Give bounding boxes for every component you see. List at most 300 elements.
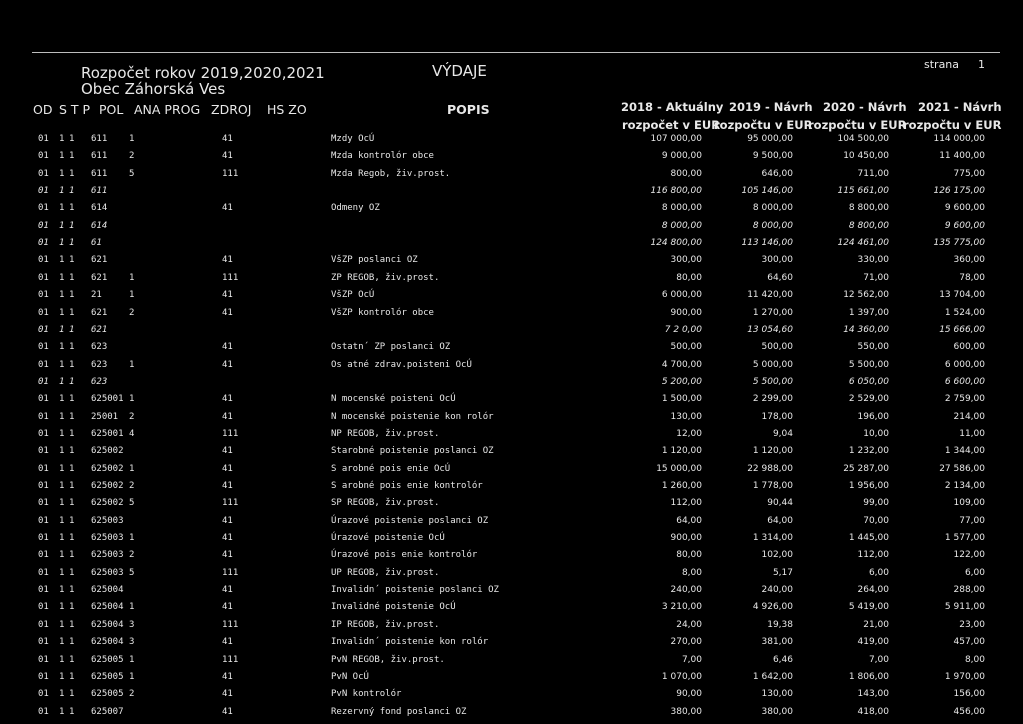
- cell-s: 1: [59, 706, 65, 717]
- table-row: [0, 273, 1023, 289]
- table-row: [0, 689, 1023, 705]
- cell-desc: Úrazové pois enie kontrolór: [331, 550, 478, 561]
- cell-s: 1: [59, 134, 65, 144]
- cell-v2019: 64,00: [767, 515, 793, 526]
- table-row: [0, 620, 1023, 636]
- cell-v2019: 105 146,00: [741, 186, 793, 197]
- cell-zdroj: 41: [222, 290, 233, 301]
- cell-zdroj: 41: [222, 394, 233, 405]
- cell-v2018: 90,00: [676, 689, 702, 700]
- cell-pol: 625005: [91, 654, 124, 665]
- cell-pol: 625001: [91, 394, 124, 405]
- col-header-od: OD: [33, 102, 53, 117]
- cell-s: 1: [59, 255, 65, 266]
- cell-v2019: 2 299,00: [752, 394, 793, 405]
- cell-v2020: 6 050,00: [848, 376, 889, 387]
- cell-desc: VšZP OcÚ: [331, 290, 375, 301]
- cell-s: 1: [59, 463, 65, 474]
- cell-v2018: 112,00: [670, 498, 702, 509]
- cell-v2018: 130,00: [670, 411, 702, 422]
- cell-v2018: 1 500,00: [661, 394, 702, 405]
- cell-desc: Mzda Regob, živ.prost.: [331, 168, 451, 179]
- cell-v2021: 600,00: [953, 342, 985, 353]
- cell-v2018: 1 070,00: [661, 671, 702, 682]
- cell-od: 01: [38, 255, 49, 266]
- cell-ana: 1: [129, 671, 135, 682]
- cell-od: 01: [38, 446, 49, 457]
- cell-desc: S arobné pois enie kontrolór: [331, 481, 483, 491]
- table-row: [0, 394, 1023, 410]
- cell-pol: 625007: [91, 706, 124, 717]
- cell-v2018: 1 120,00: [661, 446, 702, 457]
- cell-od: 01: [38, 272, 49, 283]
- col-header-popis: POPIS: [447, 102, 490, 117]
- cell-v2021: 9 600,00: [944, 220, 985, 231]
- cell-t: 1: [69, 671, 75, 682]
- cell-v2019: 1 642,00: [752, 671, 793, 682]
- cell-v2020: 99,00: [863, 498, 889, 509]
- cell-od: 01: [38, 463, 49, 474]
- table-row: [0, 672, 1023, 688]
- cell-od: 01: [38, 168, 49, 179]
- cell-desc: N mocenské poisteni OcÚ: [331, 394, 456, 405]
- cell-v2019: 95 000,00: [747, 134, 793, 144]
- cell-v2019: 8 000,00: [752, 220, 793, 231]
- cell-v2021: 457,00: [953, 637, 985, 648]
- table-row: [0, 342, 1023, 358]
- cell-v2019: 19,38: [767, 619, 793, 630]
- page-number: 1: [978, 58, 985, 71]
- cell-t: 1: [69, 533, 75, 544]
- col-header-2020-line2: rozpočtu v EUR: [808, 118, 907, 132]
- cell-v2018: 1 260,00: [661, 481, 702, 491]
- cell-v2018: 124 800,00: [650, 238, 702, 249]
- cell-v2018: 240,00: [670, 585, 702, 596]
- cell-v2019: 240,00: [761, 585, 793, 596]
- cell-zdroj: 41: [222, 307, 233, 318]
- cell-ana: 1: [129, 463, 135, 474]
- cell-v2021: 1 524,00: [944, 307, 985, 318]
- cell-v2020: 8 800,00: [848, 220, 889, 231]
- cell-zdroj: 41: [222, 533, 233, 544]
- cell-desc: Invalidn´ poistenie poslanci OZ: [331, 585, 499, 596]
- cell-ana: 1: [129, 290, 135, 301]
- cell-desc: VšZP poslanci OZ: [331, 255, 418, 266]
- cell-v2019: 1 120,00: [752, 446, 793, 457]
- cell-v2018: 380,00: [670, 706, 702, 717]
- cell-t: 1: [69, 238, 75, 249]
- cell-v2020: 418,00: [857, 706, 889, 717]
- cell-od: 01: [38, 342, 49, 353]
- cell-s: 1: [59, 654, 65, 665]
- cell-v2021: 8,00: [964, 654, 985, 665]
- cell-ana: 1: [129, 602, 135, 613]
- cell-v2018: 107 000,00: [650, 134, 702, 144]
- cell-s: 1: [59, 342, 65, 353]
- cell-ana: 1: [129, 654, 135, 665]
- cell-v2020: 550,00: [857, 342, 889, 353]
- cell-v2020: 1 806,00: [848, 671, 889, 682]
- table-row: [0, 637, 1023, 653]
- cell-v2018: 800,00: [670, 168, 702, 179]
- cell-t: 1: [69, 151, 75, 162]
- cell-t: 1: [69, 220, 75, 231]
- cell-desc: ZP REGOB, živ.prost.: [331, 272, 440, 283]
- cell-zdroj: 41: [222, 585, 233, 596]
- cell-v2018: 500,00: [670, 342, 702, 353]
- cell-t: 1: [69, 411, 75, 422]
- cell-od: 01: [38, 498, 49, 509]
- table-row: [0, 602, 1023, 618]
- cell-s: 1: [59, 307, 65, 318]
- cell-v2019: 300,00: [761, 255, 793, 266]
- cell-t: 1: [69, 376, 75, 387]
- cell-t: 1: [69, 654, 75, 665]
- cell-t: 1: [69, 515, 75, 526]
- table-row: [0, 412, 1023, 428]
- cell-pol: 623: [91, 342, 108, 353]
- cell-od: 01: [38, 359, 49, 370]
- cell-t: 1: [69, 168, 75, 179]
- cell-s: 1: [59, 550, 65, 561]
- cell-v2019: 8 000,00: [752, 203, 793, 214]
- cell-v2019: 5,17: [772, 567, 793, 578]
- cell-v2020: 10,00: [863, 428, 889, 439]
- cell-v2019: 6,46: [772, 654, 793, 665]
- cell-ana: 5: [129, 567, 135, 578]
- cell-desc: Starobné poistenie poslanci OZ: [331, 446, 494, 457]
- cell-s: 1: [59, 376, 65, 387]
- cell-v2020: 1 397,00: [848, 307, 889, 318]
- cell-desc: Odmeny OZ: [331, 203, 380, 214]
- cell-s: 1: [59, 689, 65, 700]
- col-header-2019-line1: 2019 - Návrh: [729, 100, 813, 114]
- cell-s: 1: [59, 515, 65, 526]
- cell-desc: Ostatn´ ZP poslanci OZ: [331, 342, 451, 353]
- cell-t: 1: [69, 203, 75, 214]
- cell-t: 1: [69, 550, 75, 561]
- cell-od: 01: [38, 619, 49, 630]
- cell-t: 1: [69, 481, 75, 491]
- cell-v2018: 270,00: [670, 637, 702, 648]
- cell-od: 01: [38, 567, 49, 578]
- cell-v2020: 8 800,00: [848, 203, 889, 214]
- cell-od: 01: [38, 376, 49, 387]
- cell-s: 1: [59, 619, 65, 630]
- cell-pol: 611: [91, 151, 108, 162]
- cell-v2019: 13 054,60: [747, 324, 793, 335]
- municipality-name: Obec Záhorská Ves: [81, 80, 226, 98]
- cell-v2018: 15 000,00: [656, 463, 702, 474]
- col-header-2020-line1: 2020 - Návrh: [823, 100, 907, 114]
- table-row: [0, 446, 1023, 462]
- cell-s: 1: [59, 602, 65, 613]
- cell-od: 01: [38, 671, 49, 682]
- cell-zdroj: 41: [222, 481, 233, 491]
- cell-v2020: 711,00: [857, 168, 889, 179]
- table-row: [0, 481, 1023, 497]
- cell-v2020: 1 956,00: [848, 481, 889, 491]
- cell-pol: 623: [91, 376, 108, 387]
- cell-zdroj: 41: [222, 637, 233, 648]
- cell-zdroj: 41: [222, 411, 233, 422]
- cell-desc: Invalidné poistenie OcÚ: [331, 602, 456, 613]
- cell-v2020: 264,00: [857, 585, 889, 596]
- cell-s: 1: [59, 359, 65, 370]
- cell-v2020: 12 562,00: [843, 290, 889, 301]
- cell-zdroj: 111: [222, 428, 239, 439]
- cell-ana: 1: [129, 272, 135, 283]
- document-title: Rozpočet rokov 2019,2020,2021: [81, 64, 325, 82]
- cell-v2019: 22 988,00: [747, 463, 793, 474]
- cell-v2020: 70,00: [863, 515, 889, 526]
- cell-od: 01: [38, 134, 49, 144]
- cell-od: 01: [38, 637, 49, 648]
- cell-pol: 625005: [91, 689, 124, 700]
- cell-ana: 1: [129, 533, 135, 544]
- cell-v2019: 4 926,00: [752, 602, 793, 613]
- cell-s: 1: [59, 411, 65, 422]
- cell-zdroj: 41: [222, 689, 233, 700]
- cell-ana: 3: [129, 619, 135, 630]
- cell-desc: Mzdy OcÚ: [331, 134, 375, 144]
- cell-pol: 625002: [91, 463, 124, 474]
- cell-pol: 611: [91, 134, 108, 144]
- cell-od: 01: [38, 220, 49, 231]
- cell-v2018: 900,00: [670, 307, 702, 318]
- cell-pol: 621: [91, 324, 108, 335]
- cell-v2021: 288,00: [953, 585, 985, 596]
- cell-v2018: 6 000,00: [661, 290, 702, 301]
- cell-t: 1: [69, 637, 75, 648]
- cell-od: 01: [38, 533, 49, 544]
- cell-desc: IP REGOB, živ.prost.: [331, 619, 440, 630]
- cell-v2018: 9 000,00: [661, 151, 702, 162]
- section-title: VÝDAJE: [432, 62, 487, 80]
- cell-pol: 614: [91, 203, 108, 214]
- cell-v2019: 90,44: [767, 498, 793, 509]
- cell-v2019: 500,00: [761, 342, 793, 353]
- cell-v2021: 109,00: [953, 498, 985, 509]
- cell-desc: SP REGOB, živ.prost.: [331, 498, 440, 509]
- cell-s: 1: [59, 585, 65, 596]
- cell-zdroj: 41: [222, 706, 233, 717]
- page-label: strana: [924, 58, 960, 71]
- cell-pol: 25001: [91, 411, 119, 422]
- cell-pol: 625003: [91, 567, 124, 578]
- table-row: [0, 169, 1023, 185]
- cell-v2021: 114 000,00: [933, 134, 985, 144]
- cell-pol: 625003: [91, 550, 124, 561]
- cell-v2020: 21,00: [863, 619, 889, 630]
- cell-pol: 21: [91, 290, 102, 301]
- cell-v2019: 130,00: [761, 689, 793, 700]
- cell-zdroj: 111: [222, 654, 239, 665]
- cell-zdroj: 41: [222, 255, 233, 266]
- cell-zdroj: 41: [222, 134, 233, 144]
- cell-v2018: 80,00: [676, 550, 702, 561]
- cell-v2021: 2 134,00: [944, 481, 985, 491]
- cell-od: 01: [38, 654, 49, 665]
- cell-v2018: 116 800,00: [650, 186, 702, 197]
- table-row: [0, 498, 1023, 514]
- cell-desc: Os atné zdrav.poisteni OcÚ: [331, 359, 472, 370]
- cell-od: 01: [38, 411, 49, 422]
- cell-v2019: 5 500,00: [752, 376, 793, 387]
- table-row: [0, 308, 1023, 324]
- cell-t: 1: [69, 324, 75, 335]
- cell-pol: 611: [91, 168, 108, 179]
- table-row: [0, 134, 1023, 150]
- cell-ana: 5: [129, 498, 135, 509]
- cell-od: 01: [38, 290, 49, 301]
- cell-pol: 61: [91, 238, 102, 249]
- cell-desc: VšZP kontrolór obce: [331, 307, 434, 318]
- cell-t: 1: [69, 307, 75, 318]
- cell-v2019: 1 270,00: [752, 307, 793, 318]
- cell-pol: 625004: [91, 637, 124, 648]
- col-header-pol: POL: [99, 102, 124, 117]
- cell-t: 1: [69, 463, 75, 474]
- cell-v2020: 2 529,00: [848, 394, 889, 405]
- cell-pol: 625004: [91, 619, 124, 630]
- cell-v2021: 77,00: [959, 515, 985, 526]
- cell-desc: Rezervný fond poslanci OZ: [331, 706, 467, 717]
- cell-v2020: 124 461,00: [837, 238, 889, 249]
- cell-s: 1: [59, 533, 65, 544]
- cell-desc: PvN kontrolór: [331, 689, 402, 700]
- cell-v2021: 360,00: [953, 255, 985, 266]
- cell-v2021: 1 577,00: [944, 533, 985, 544]
- cell-zdroj: 41: [222, 463, 233, 474]
- cell-v2021: 135 775,00: [933, 238, 985, 249]
- cell-v2018: 5 200,00: [661, 376, 702, 387]
- cell-v2018: 8 000,00: [661, 203, 702, 214]
- cell-s: 1: [59, 446, 65, 457]
- cell-v2018: 4 700,00: [661, 359, 702, 370]
- cell-zdroj: 41: [222, 550, 233, 561]
- cell-od: 01: [38, 689, 49, 700]
- cell-s: 1: [59, 290, 65, 301]
- cell-zdroj: 111: [222, 567, 239, 578]
- cell-ana: 5: [129, 168, 135, 179]
- col-header-anaprog: ANA PROG: [134, 102, 201, 117]
- cell-zdroj: 41: [222, 151, 233, 162]
- table-row: [0, 290, 1023, 306]
- table-row: [0, 429, 1023, 445]
- table-row: [0, 550, 1023, 566]
- cell-s: 1: [59, 394, 65, 405]
- cell-v2020: 330,00: [857, 255, 889, 266]
- table-row: [0, 360, 1023, 376]
- cell-ana: 1: [129, 359, 135, 370]
- cell-v2021: 9 600,00: [944, 203, 985, 214]
- cell-s: 1: [59, 272, 65, 283]
- cell-od: 01: [38, 481, 49, 491]
- cell-ana: 3: [129, 637, 135, 648]
- cell-ana: 2: [129, 151, 135, 162]
- cell-v2019: 1 314,00: [752, 533, 793, 544]
- cell-v2020: 14 360,00: [843, 324, 889, 335]
- col-header-2018-line1: 2018 - Aktuálny: [621, 100, 724, 114]
- cell-ana: 2: [129, 689, 135, 700]
- cell-s: 1: [59, 203, 65, 214]
- cell-v2019: 113 146,00: [741, 238, 793, 249]
- subtotal-row: [0, 238, 1023, 254]
- cell-v2019: 646,00: [761, 168, 793, 179]
- cell-t: 1: [69, 342, 75, 353]
- cell-v2020: 5 500,00: [848, 359, 889, 370]
- cell-v2020: 104 500,00: [837, 134, 889, 144]
- cell-od: 01: [38, 585, 49, 596]
- cell-v2020: 7,00: [868, 654, 889, 665]
- table-row: [0, 655, 1023, 671]
- cell-zdroj: 41: [222, 602, 233, 613]
- cell-od: 01: [38, 307, 49, 318]
- cell-v2018: 24,00: [676, 619, 702, 630]
- table-row: [0, 585, 1023, 601]
- col-header-2021-line2: rozpočtu v EUR: [903, 118, 1002, 132]
- cell-t: 1: [69, 428, 75, 439]
- col-header-stp: S T P: [59, 102, 91, 117]
- cell-t: 1: [69, 359, 75, 370]
- cell-desc: NP REGOB, živ.prost.: [331, 428, 440, 439]
- cell-v2018: 3 210,00: [661, 602, 702, 613]
- cell-t: 1: [69, 255, 75, 266]
- table-row: [0, 533, 1023, 549]
- cell-s: 1: [59, 481, 65, 491]
- cell-ana: 2: [129, 481, 135, 491]
- cell-desc: Úrazové poistenie OcÚ: [331, 533, 445, 544]
- cell-v2020: 1 445,00: [848, 533, 889, 544]
- cell-v2020: 1 232,00: [848, 446, 889, 457]
- cell-zdroj: 111: [222, 272, 239, 283]
- cell-v2021: 23,00: [959, 619, 985, 630]
- cell-t: 1: [69, 602, 75, 613]
- cell-desc: PvN REGOB, živ.prost.: [331, 654, 445, 665]
- cell-t: 1: [69, 272, 75, 283]
- cell-od: 01: [38, 151, 49, 162]
- col-header-2021-line1: 2021 - Návrh: [918, 100, 1002, 114]
- cell-od: 01: [38, 515, 49, 526]
- cell-v2019: 380,00: [761, 706, 793, 717]
- cell-v2018: 8,00: [681, 567, 702, 578]
- cell-od: 01: [38, 602, 49, 613]
- cell-ana: 1: [129, 394, 135, 405]
- cell-t: 1: [69, 186, 75, 197]
- cell-ana: 2: [129, 307, 135, 318]
- cell-v2021: 13 704,00: [939, 290, 985, 301]
- cell-pol: 611: [91, 186, 108, 197]
- cell-s: 1: [59, 168, 65, 179]
- cell-pol: 623: [91, 359, 108, 370]
- cell-od: 01: [38, 394, 49, 405]
- cell-v2018: 8 000,00: [661, 220, 702, 231]
- subtotal-row: [0, 377, 1023, 393]
- cell-v2021: 11 400,00: [939, 151, 985, 162]
- cell-zdroj: 41: [222, 359, 233, 370]
- cell-v2020: 196,00: [857, 411, 889, 422]
- cell-ana: 4: [129, 428, 135, 439]
- cell-v2020: 115 661,00: [837, 186, 889, 197]
- cell-ana: 1: [129, 134, 135, 144]
- cell-t: 1: [69, 585, 75, 596]
- cell-v2018: 7,00: [681, 654, 702, 665]
- cell-zdroj: 41: [222, 446, 233, 457]
- cell-pol: 625003: [91, 533, 124, 544]
- cell-zdroj: 111: [222, 619, 239, 630]
- cell-od: 01: [38, 550, 49, 561]
